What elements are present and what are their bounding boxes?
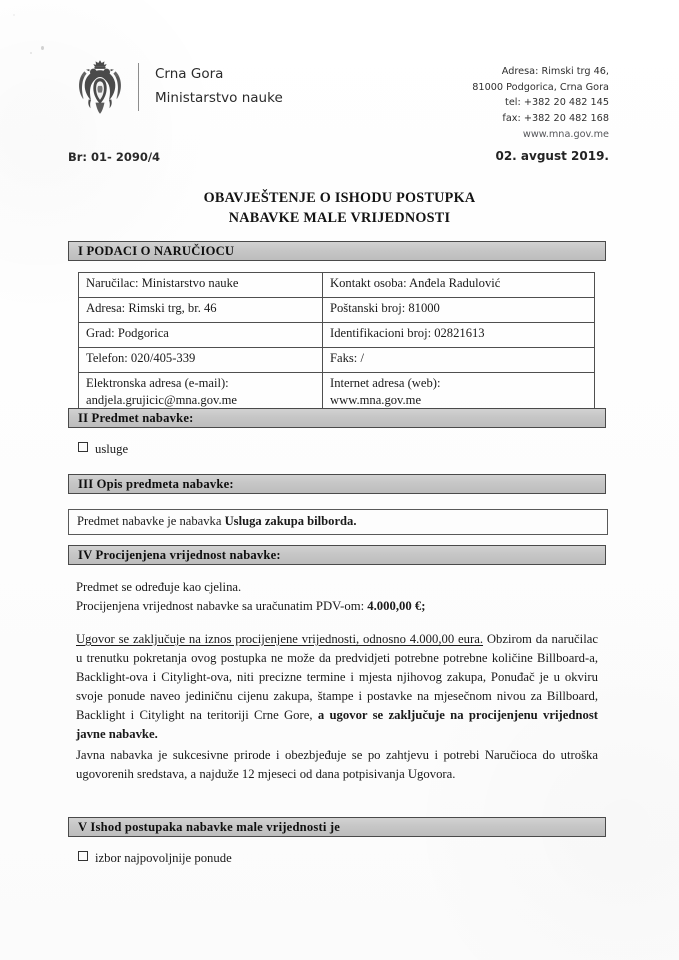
document-title [0,189,679,228]
section-header-iii: III Opis predmeta nabavke: [68,474,606,494]
contract-underlined-clause: Ugovor se zaključuje na iznos procijenjene vrijednosti, odnosno 4.000,00 eura. [76,632,484,646]
description-box [68,509,608,535]
contact-telephone: tel: +382 20 482 145 [505,97,609,109]
contracting-authority-table [78,272,595,412]
outcome-checkbox-row[interactable] [78,851,232,866]
table-row [79,323,595,348]
email-value: andjela.grujicic@mna.gov.me [86,392,238,407]
title-line-2: NABAVKE MALE VRIJEDNOSTI [228,209,451,226]
contact-website: www.mna.gov.me [522,128,609,140]
checkbox-icon[interactable] [78,851,88,861]
cell-telephone: Telefon: 020/405-339 [79,348,323,373]
contract-paragraph [76,630,598,744]
contract-body-text: Obzirom da naručilac u trenutku pokretanja ovog postupka ne može da predvidjeti potrebne potrebne količine Billboard-a, Backlight-ova i Citylight-ova, niti precizne termine i mjesta njihovog zakupa, Ponuđač je u okviru svoje ponude naveo jediničnu cijenu zakupa, štampe i postavke na mjesečnom nivou za Billboard, Backlight i Citylight na teritoriji Crne Gore, [76,632,598,723]
montenegro-coat-of-arms-icon [72,58,128,116]
contract-bold-clause: a ugovor se zaključuje na procijenjenu vrijednost javne nabavke. [76,708,598,742]
subject-checkbox-label: usluge [95,442,129,456]
cell-city: Grad: Podgorica [79,323,323,348]
outcome-checkbox-label: izbor najpovoljnije ponude [95,851,232,865]
section-header-iv: IV Procijenjena vrijednost nabavke: [68,545,606,565]
contact-city: 81000 Podgorica, Crna Gora [472,81,609,93]
cell-email [79,373,323,412]
estimated-value-block [76,578,598,616]
website-label: Internet adresa (web): [330,376,441,390]
section-header-ii: II Predmet nabavke: [68,408,606,428]
cell-website [323,373,595,412]
value-amount: 4.000,00 €; [367,599,426,614]
subject-checkbox-row[interactable] [78,442,128,457]
value-line-2 [76,597,598,616]
checkbox-icon[interactable] [78,442,88,452]
cell-fax: Faks: / [323,348,595,373]
letterhead-divider [138,63,139,111]
cell-contact-person: Kontakt osoba: Anđela Radulović [323,273,595,298]
title-line-1: OBAVJEŠTENJE O ISHODU POSTUPKA [203,190,476,206]
value-line-1: Predmet se određuje kao cjelina. [76,580,242,594]
cell-postal-code: Poštanski broj: 81000 [323,298,595,323]
email-label: Elektronska adresa (e-mail): [86,376,229,390]
cell-authority: Naručilac: Ministarstvo nauke [79,273,323,298]
table-row [79,348,595,373]
letterhead [72,58,283,116]
reference-number: Br: 01- 2090/4 [68,150,161,164]
document-date: 02. avgust 2019. [495,149,609,163]
description-subject: Usluga zakupa bilborda. [224,514,357,528]
table-row [79,273,595,298]
section-header-i: I PODACI O NARUČIOCU [68,241,606,261]
contact-block [472,64,609,143]
letterhead-text [155,63,283,110]
table-row [79,373,595,412]
contact-fax: fax: +382 20 482 168 [502,113,609,125]
value-line-2-prefix: Procijenjena vrijednost nabavke sa uračunatim PDV-om: [76,599,368,614]
table-row [79,298,595,323]
website-value: www.mna.gov.me [330,392,422,407]
successive-nature-paragraph: Javna nabavka je sukcesivne prirode i obezbjeđuje se po zahtjevu i potrebi Naručioca do utroška ugovorenih sredstava, a najduže 12 mjeseci od dana potpisivanja Ugovora. [76,748,598,782]
section-header-v: V Ishod postupaka nabavke male vrijednosti je [68,817,606,837]
cell-address: Adresa: Rimski trg, br. 46 [79,298,323,323]
country-name: Crna Gora [155,66,224,83]
cell-identification-number: Identifikacioni broj: 02821613 [323,323,595,348]
ministry-name: Ministarstvo nauke [155,90,283,106]
contact-address: Adresa: Rimski trg 46, [501,66,609,77]
description-prefix: Predmet nabavke je nabavka [77,514,225,528]
